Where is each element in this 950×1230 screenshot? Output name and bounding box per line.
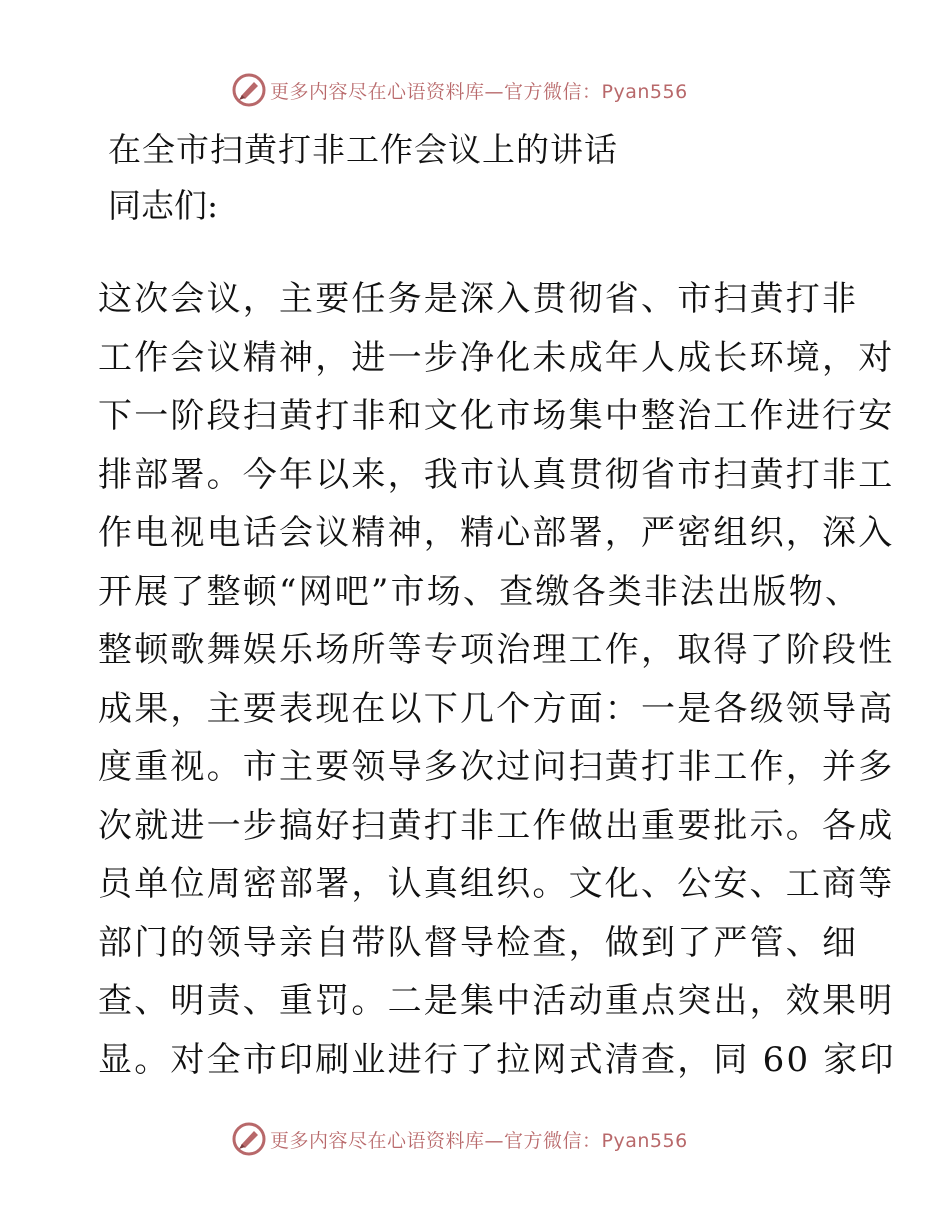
header-watermark [232, 70, 688, 110]
logo-icon [232, 1122, 266, 1156]
document-title: 在全市扫黄打非工作会议上的讲话 [108, 130, 618, 169]
text-line: 次就进一步搞好扫黄打非工作做出重要批示。各成 [98, 805, 895, 846]
text-line: 整顿歌舞娱乐场所等专项治理工作，取得了阶段性 [98, 630, 895, 670]
text-line: 开展了整顿“网吧”市场、查缴各类非法出版物、 [98, 571, 862, 612]
text-line: 查、明责、重罚。二是集中活动重点突出，效果明 [98, 981, 895, 1021]
footer-watermark [232, 1119, 688, 1159]
salutation: 同志们: [108, 186, 219, 225]
watermark-text: 更多内容尽在心语资料库—官方微信：Pyan556 [270, 1129, 688, 1152]
text-line: 排部署。今年以来，我市认真贯彻省市扫黄打非工 [98, 454, 895, 495]
text-line: 下一阶段扫黄打非和文化市场集中整治工作进行安 [98, 396, 895, 436]
text-line: 部门的领导亲自带队督导检查，做到了严管、细 [98, 922, 859, 963]
text-line: 员单位周密部署，认真组织。文化、公安、工商等 [98, 864, 895, 904]
text-line: 度重视。市主要领导多次过问扫黄打非工作，并多 [98, 747, 895, 787]
text-line: 成果，主要表现在以下几个方面：一是各级领导高 [98, 688, 895, 729]
text-line: 作电视电话会议精神，精心部署，严密组织，深入 [98, 513, 895, 553]
text-line: 工作会议精神，进一步净化未成年人成长环境，对 [98, 337, 895, 378]
watermark-text: 更多内容尽在心语资料库—官方微信：Pyan556 [270, 80, 688, 103]
body-text [98, 270, 896, 1089]
text-line: 这次会议，主要任务是深入贯彻省、市扫黄打非 [98, 279, 859, 319]
text-line: 显。对全市印刷业进行了拉网式清查，同 60 家印 [98, 1039, 896, 1080]
logo-icon [232, 73, 266, 107]
